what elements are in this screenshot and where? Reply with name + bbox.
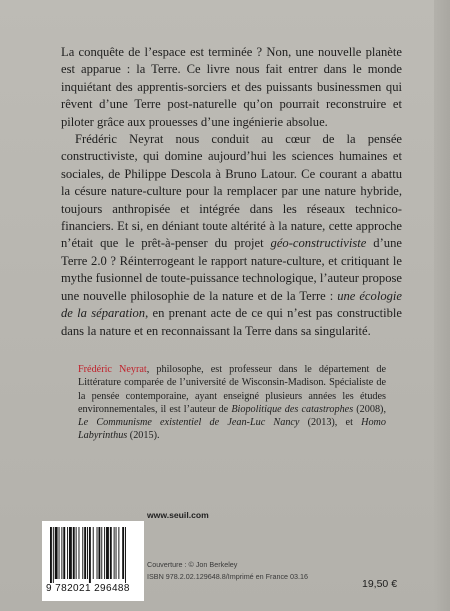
barcode-number: 9 782021 296488 <box>46 583 130 594</box>
bio-text-2: (2008), <box>353 403 386 415</box>
barcode-bar <box>106 527 109 579</box>
barcode-bars <box>48 527 138 583</box>
blurb-p2-part-b: d’une Terre 2.0 ? Réinterrogeant le rapport nature-culture, et critiquant le mythe fusionnel de toute-puissance technologique, l’auteur propose une nouvelle philosophie de la nature et de la Terre : <box>61 236 402 303</box>
barcode-bar <box>101 527 102 579</box>
barcode-bar <box>122 527 124 579</box>
barcode-bar <box>84 527 86 579</box>
blurb-paragraph-2 <box>61 131 402 340</box>
credits-block <box>147 559 308 583</box>
barcode-bar <box>59 527 60 579</box>
isbn-line: ISBN 978.2.02.129648.8/Imprimé en France 03.16 <box>147 572 309 581</box>
blurb-p2-emphasis-1: géo-constructiviste <box>270 236 367 251</box>
author-name: Frédéric Neyrat <box>78 364 147 375</box>
barcode-bar <box>98 527 100 579</box>
blurb-p2-part-c: , en prenant acte de ce qui n’est pas constructible dans la nature et en reconnaissant la Terre dans sa singularité. <box>61 306 402 338</box>
blurb-paragraph-1: La conquête de l’espace est terminée ? Non, une nouvelle planète est apparue : la Terre. Ce livre nous fait entrer dans le monde inquiétant des apprentis-sorciers et des puissants businessmen qui rêvent d’une Terre post-naturelle qu’on pourrait reconstruire et piloter grâce aux prouesses d’une ingénierie absolue. <box>61 45 402 129</box>
bio-book-2: Le Communisme existentiel de Jean-Luc Nancy <box>78 417 300 429</box>
cover-credit: Couverture : © Jon Berkeley <box>147 560 238 569</box>
barcode-bar <box>53 527 54 583</box>
bio-text-4: (2015). <box>127 430 160 442</box>
barcode-bar <box>63 527 65 579</box>
barcode-bar <box>93 527 94 579</box>
barcode-bar <box>73 527 75 579</box>
barcode-bar <box>50 527 52 583</box>
isbn-barcode <box>42 521 144 601</box>
blurb-p2-emphasis-2: une écologie de la séparation <box>61 288 403 321</box>
bio-book-3: Homo Labyrinthus <box>78 417 386 442</box>
barcode-bar <box>110 527 112 579</box>
barcode-bar <box>104 527 105 579</box>
barcode-bar <box>114 527 115 579</box>
barcode-bar <box>82 527 83 579</box>
price: 19,50 € <box>362 578 398 590</box>
bio-text-1: , philosophe, est professeur dans le département de Littérature comparée de l’université de Wisconsin-Madison. Spécialiste de la pensée contemporaine, ayant enseigné plusieurs années les études environnementales, il est l’auteur de <box>78 364 386 415</box>
author-bio <box>78 363 386 443</box>
blurb-text <box>61 44 402 340</box>
publisher-website: www.seuil.com <box>147 510 209 520</box>
cover-edge <box>434 0 450 611</box>
barcode-bar <box>97 527 98 579</box>
blurb-p2-part-a: Frédéric Neyrat nous conduit au cœur de la pensée constructiviste, qui domine aujourd’hui les sciences humaines et sociales, de Philippe Descola à Bruno Latour. Ce courant a abattu la césure nature-culture pour la remplacer par une nature hybride, toujours anthropisée et intégrée dans les réseaux technico-financiers. Et si, en déniant toute altérité à la nature, cette approche n’était que le prêt-à-penser du projet <box>61 132 402 251</box>
barcode-bar <box>76 527 77 579</box>
barcode-bar <box>116 527 117 579</box>
barcode-bar <box>55 527 58 579</box>
bio-book-1: Biopolitique des catastrophes <box>231 403 354 415</box>
bio-text-3: (2013), et <box>299 417 362 429</box>
barcode-bar <box>118 527 119 579</box>
barcode-bar <box>125 527 126 583</box>
barcode-bar <box>87 527 88 579</box>
barcode-bar <box>79 527 80 579</box>
barcode-bar <box>69 527 72 579</box>
barcode-bar <box>67 527 68 579</box>
barcode-bar <box>89 527 91 583</box>
barcode-bar <box>61 527 62 579</box>
